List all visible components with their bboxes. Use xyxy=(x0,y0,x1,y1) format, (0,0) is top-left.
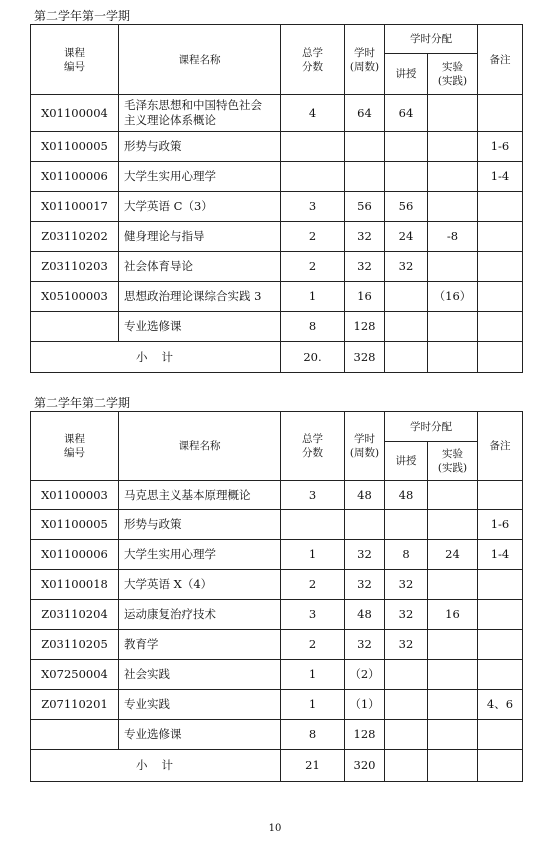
total-credits: 21 xyxy=(281,750,345,782)
lab-hours xyxy=(428,162,478,192)
course-name: 毛泽东思想和中国特色社会 主义理论体系概论 xyxy=(119,95,281,132)
credits: 1 xyxy=(281,282,345,312)
header-total-credits: 总学 分数 xyxy=(281,412,345,481)
credits: 1 xyxy=(281,660,345,690)
lab-hours xyxy=(428,481,478,510)
course-name: 社会实践 xyxy=(119,660,281,690)
credits: 3 xyxy=(281,481,345,510)
credits: 3 xyxy=(281,192,345,222)
course-name: 运动康复治疗技术 xyxy=(119,600,281,630)
table-row xyxy=(31,540,523,570)
lab-hours: -8 xyxy=(428,222,478,252)
hours: 32 xyxy=(345,630,385,660)
remarks xyxy=(478,192,523,222)
page-number: 10 xyxy=(268,823,282,834)
remarks: 1-6 xyxy=(478,132,523,162)
header-code-text: 课程 编号 xyxy=(64,46,85,73)
credits: 2 xyxy=(281,630,345,660)
table-row xyxy=(31,132,523,162)
hours: 32 xyxy=(345,540,385,570)
table-row xyxy=(31,95,523,132)
course-code: X01100017 xyxy=(31,192,119,222)
course-code: X01100018 xyxy=(31,570,119,600)
credits: 2 xyxy=(281,222,345,252)
course-code: Z03110203 xyxy=(31,252,119,282)
lecture-hours xyxy=(385,720,428,750)
total-lab xyxy=(428,750,478,782)
header-lecture: 讲授 xyxy=(385,442,428,481)
course-code: Z03110205 xyxy=(31,630,119,660)
header-hours: 学时 (周数) xyxy=(345,25,385,95)
credits: 2 xyxy=(281,570,345,600)
total-hours: 328 xyxy=(345,342,385,373)
course-code xyxy=(31,312,119,342)
lab-hours xyxy=(428,252,478,282)
hours: 32 xyxy=(345,252,385,282)
course-code: X01100006 xyxy=(31,540,119,570)
course-code xyxy=(31,720,119,750)
table-row xyxy=(31,660,523,690)
header-course-code xyxy=(31,25,119,95)
header-code-text: 课程 编号 xyxy=(64,433,85,459)
credits: 8 xyxy=(281,720,345,750)
course-code: X05100003 xyxy=(31,282,119,312)
semester-2-title: 第二学年第二学期 xyxy=(34,396,131,410)
lecture-hours: 32 xyxy=(385,252,428,282)
remarks: 1-6 xyxy=(478,510,523,540)
remarks xyxy=(478,252,523,282)
lecture-hours: 56 xyxy=(385,192,428,222)
header-remarks: 备注 xyxy=(478,412,523,481)
hours: 32 xyxy=(345,570,385,600)
hours: 128 xyxy=(345,312,385,342)
total-row xyxy=(31,342,523,373)
lecture-hours: 32 xyxy=(385,630,428,660)
header-hours: 学时 (周数) xyxy=(345,412,385,481)
hours: 64 xyxy=(345,95,385,132)
table-row xyxy=(31,570,523,600)
course-code: X01100003 xyxy=(31,481,119,510)
hours: 32 xyxy=(345,222,385,252)
hours xyxy=(345,132,385,162)
header-lab: 实验 (实践) xyxy=(428,54,478,95)
lecture-hours xyxy=(385,312,428,342)
total-remarks xyxy=(478,750,523,782)
total-lecture xyxy=(385,750,428,782)
remarks: 1-4 xyxy=(478,540,523,570)
lecture-hours xyxy=(385,282,428,312)
remarks xyxy=(478,630,523,660)
course-code: X01100005 xyxy=(31,510,119,540)
course-name: 马克思主义基本原理概论 xyxy=(119,481,281,510)
total-row xyxy=(31,750,523,782)
total-label: 小计 xyxy=(31,750,281,782)
lab-hours xyxy=(428,630,478,660)
total-remarks xyxy=(478,342,523,373)
table-row xyxy=(31,252,523,282)
hours: 48 xyxy=(345,600,385,630)
total-label: 小计 xyxy=(31,342,281,373)
lab-hours xyxy=(428,510,478,540)
table-row xyxy=(31,720,523,750)
course-name: 社会体育导论 xyxy=(119,252,281,282)
header-course-code xyxy=(31,412,119,481)
course-name: 形势与政策 xyxy=(119,510,281,540)
course-name: 教育学 xyxy=(119,630,281,660)
course-name: 形势与政策 xyxy=(119,132,281,162)
credits: 2 xyxy=(281,252,345,282)
hours: （2） xyxy=(345,660,385,690)
lecture-hours: 32 xyxy=(385,600,428,630)
credits: 8 xyxy=(281,312,345,342)
lecture-hours: 48 xyxy=(385,481,428,510)
header-remarks: 备注 xyxy=(478,25,523,95)
header-lecture: 讲授 xyxy=(385,54,428,95)
header-hour-distribution: 学时分配 xyxy=(385,412,478,442)
header-lab: 实验 (实践) xyxy=(428,442,478,481)
course-code: X01100004 xyxy=(31,95,119,132)
remarks xyxy=(478,720,523,750)
remarks: 4、6 xyxy=(478,690,523,720)
course-name: 专业实践 xyxy=(119,690,281,720)
lab-hours xyxy=(428,95,478,132)
lecture-hours: 8 xyxy=(385,540,428,570)
remarks xyxy=(478,222,523,252)
lecture-hours xyxy=(385,510,428,540)
table-row xyxy=(31,312,523,342)
lab-hours xyxy=(428,690,478,720)
course-name: 大学英语 X（4） xyxy=(119,570,281,600)
lab-hours xyxy=(428,132,478,162)
hours: 128 xyxy=(345,720,385,750)
credits: 3 xyxy=(281,600,345,630)
remarks xyxy=(478,95,523,132)
remarks xyxy=(478,282,523,312)
course-code: X01100005 xyxy=(31,132,119,162)
table-row xyxy=(31,222,523,252)
lab-hours xyxy=(428,570,478,600)
semester-1-title: 第二学年第一学期 xyxy=(34,9,131,23)
lecture-hours xyxy=(385,162,428,192)
course-name: 大学英语 C（3） xyxy=(119,192,281,222)
hours xyxy=(345,510,385,540)
hours: 48 xyxy=(345,481,385,510)
total-lecture xyxy=(385,342,428,373)
total-credits: 20. xyxy=(281,342,345,373)
table-row xyxy=(31,282,523,312)
course-name: 思想政治理论课综合实践 3 xyxy=(119,282,281,312)
lecture-hours xyxy=(385,690,428,720)
hours: （1） xyxy=(345,690,385,720)
hours: 56 xyxy=(345,192,385,222)
total-hours: 320 xyxy=(345,750,385,782)
header-course-name: 课程名称 xyxy=(119,412,281,481)
lecture-hours: 64 xyxy=(385,95,428,132)
lab-hours: （16） xyxy=(428,282,478,312)
remarks xyxy=(478,570,523,600)
hours: 16 xyxy=(345,282,385,312)
semester-1-table xyxy=(30,24,523,373)
lecture-hours xyxy=(385,660,428,690)
lab-hours: 16 xyxy=(428,600,478,630)
credits xyxy=(281,510,345,540)
course-code: Z03110202 xyxy=(31,222,119,252)
credits: 1 xyxy=(281,540,345,570)
header-total-credits: 总学 分数 xyxy=(281,25,345,95)
total-lab xyxy=(428,342,478,373)
lab-hours: 24 xyxy=(428,540,478,570)
table-row xyxy=(31,162,523,192)
table-row xyxy=(31,630,523,660)
lab-hours xyxy=(428,192,478,222)
course-name: 健身理论与指导 xyxy=(119,222,281,252)
remarks xyxy=(478,660,523,690)
remarks: 1-4 xyxy=(478,162,523,192)
course-name: 专业选修课 xyxy=(119,312,281,342)
table-row xyxy=(31,510,523,540)
remarks xyxy=(478,481,523,510)
header-hour-distribution: 学时分配 xyxy=(385,25,478,54)
course-name: 专业选修课 xyxy=(119,720,281,750)
lecture-hours: 32 xyxy=(385,570,428,600)
hours xyxy=(345,162,385,192)
credits: 1 xyxy=(281,690,345,720)
credits: 4 xyxy=(281,95,345,132)
lecture-hours: 24 xyxy=(385,222,428,252)
lab-hours xyxy=(428,312,478,342)
course-code: Z03110204 xyxy=(31,600,119,630)
course-name: 大学生实用心理学 xyxy=(119,162,281,192)
table-row xyxy=(31,192,523,222)
course-code: Z07110201 xyxy=(31,690,119,720)
credits xyxy=(281,162,345,192)
course-name: 大学生实用心理学 xyxy=(119,540,281,570)
lab-hours xyxy=(428,720,478,750)
course-code: X07250004 xyxy=(31,660,119,690)
table-row xyxy=(31,690,523,720)
semester-2-table xyxy=(30,411,523,782)
table-row xyxy=(31,481,523,510)
course-code: X01100006 xyxy=(31,162,119,192)
remarks xyxy=(478,600,523,630)
table-row xyxy=(31,600,523,630)
lecture-hours xyxy=(385,132,428,162)
lab-hours xyxy=(428,660,478,690)
remarks xyxy=(478,312,523,342)
credits xyxy=(281,132,345,162)
header-course-name: 课程名称 xyxy=(119,25,281,95)
